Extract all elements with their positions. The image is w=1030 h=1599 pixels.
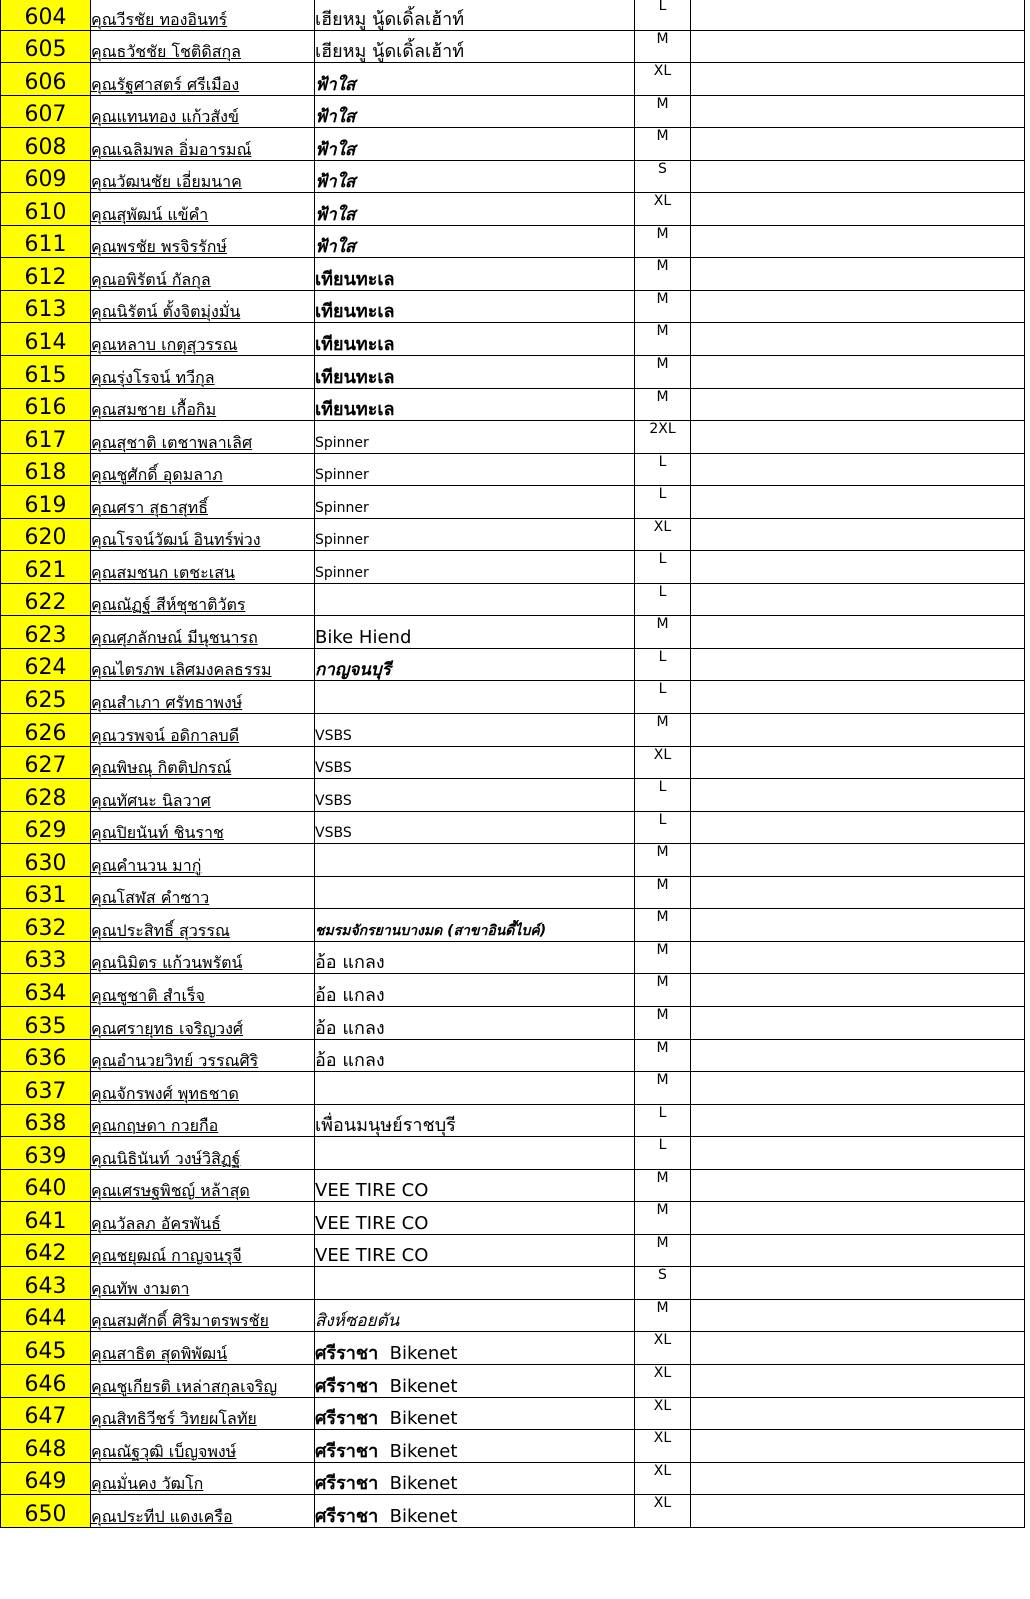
- team-name-rest-part: Bikenet: [378, 1440, 458, 1462]
- empty-cell[interactable]: [691, 583, 1025, 616]
- participant-name-cell[interactable]: คุณคำนวน มากู่: [91, 844, 315, 877]
- table-row: [1, 941, 1025, 974]
- row-number-cell[interactable]: 635: [1, 1006, 91, 1039]
- team-cell[interactable]: VEE TIRE CO: [315, 1202, 635, 1235]
- participant-name-cell[interactable]: คุณณัฐวุฒิ เบ็ญจพงษ์: [91, 1430, 315, 1463]
- participant-name-cell[interactable]: คุณวัฒนชัย เอี่ยมนาค: [91, 160, 315, 193]
- empty-cell[interactable]: [691, 0, 1025, 30]
- participant-name-cell[interactable]: คุณสาธิต สุดพิพัฒน์: [91, 1332, 315, 1365]
- participant-name-cell[interactable]: คุณชูศักดิ์ อุดมลาภ: [91, 453, 315, 486]
- empty-cell[interactable]: [691, 63, 1025, 96]
- empty-cell[interactable]: [691, 1072, 1025, 1105]
- shirt-size-cell[interactable]: XL: [635, 746, 691, 779]
- shirt-size-cell[interactable]: XL: [635, 1332, 691, 1365]
- team-cell[interactable]: อ้อ แกลง: [315, 1039, 635, 1072]
- shirt-size-cell[interactable]: L: [635, 583, 691, 616]
- empty-cell[interactable]: [691, 746, 1025, 779]
- row-number-cell[interactable]: 649: [1, 1462, 91, 1495]
- shirt-size-cell[interactable]: M: [635, 1039, 691, 1072]
- row-number-cell[interactable]: 634: [1, 974, 91, 1007]
- participant-name-cell[interactable]: คุณชูชาติ สำเร็จ: [91, 974, 315, 1007]
- row-number-cell[interactable]: 609: [1, 160, 91, 193]
- team-cell[interactable]: [315, 681, 635, 714]
- shirt-size-cell[interactable]: M: [635, 876, 691, 909]
- table-row: [1, 1104, 1025, 1137]
- shirt-size-cell[interactable]: L: [635, 486, 691, 519]
- participant-name-cell[interactable]: คุณทัศนะ นิลวาศ: [91, 779, 315, 812]
- participant-name-cell[interactable]: คุณศรา สุธาสุทธิ์: [91, 486, 315, 519]
- shirt-size-cell[interactable]: L: [635, 779, 691, 812]
- row-number-cell[interactable]: 627: [1, 746, 91, 779]
- team-name-rest-part: Bikenet: [378, 1342, 458, 1364]
- team-cell[interactable]: [315, 1332, 635, 1365]
- table-row: [1, 1039, 1025, 1072]
- team-cell[interactable]: อ้อ แกลง: [315, 941, 635, 974]
- empty-cell[interactable]: [691, 1202, 1025, 1235]
- table-row: [1, 95, 1025, 128]
- team-cell[interactable]: ฟ้าใส: [315, 160, 635, 193]
- table-row: [1, 323, 1025, 356]
- row-number-cell[interactable]: 619: [1, 486, 91, 519]
- row-number-cell[interactable]: 633: [1, 941, 91, 974]
- table-row: [1, 30, 1025, 63]
- empty-cell[interactable]: [691, 551, 1025, 584]
- participant-name-cell[interactable]: คุณไตรภพ เลิศมงคลธรรม: [91, 648, 315, 681]
- team-cell[interactable]: ฟ้าใส: [315, 193, 635, 226]
- team-cell[interactable]: Spinner: [315, 453, 635, 486]
- team-name-bold-part: ศรีราชา: [315, 1408, 379, 1430]
- team-cell[interactable]: เทียนทะเล: [315, 323, 635, 356]
- empty-cell[interactable]: [691, 160, 1025, 193]
- team-cell[interactable]: Spinner: [315, 551, 635, 584]
- empty-cell[interactable]: [691, 1267, 1025, 1300]
- shirt-size-cell[interactable]: M: [635, 95, 691, 128]
- participant-name-cell[interactable]: คุณสุพัฒน์ แข้คำ: [91, 193, 315, 226]
- table-row: [1, 551, 1025, 584]
- team-cell[interactable]: [315, 1364, 635, 1397]
- team-name-bold-part: ศรีราชา: [315, 1342, 379, 1364]
- empty-cell[interactable]: [691, 453, 1025, 486]
- empty-cell[interactable]: [691, 258, 1025, 291]
- row-number-cell[interactable]: 645: [1, 1332, 91, 1365]
- team-cell[interactable]: VSBS: [315, 811, 635, 844]
- participant-name-cell[interactable]: คุณหลาบ เกตุสุวรรณ: [91, 323, 315, 356]
- team-name-rest-part: Bikenet: [378, 1408, 458, 1430]
- shirt-size-cell[interactable]: M: [635, 714, 691, 747]
- participant-name-cell[interactable]: คุณชูเกียรติ เหล่าสกุลเจริญ: [91, 1364, 315, 1397]
- shirt-size-cell[interactable]: XL: [635, 1495, 691, 1528]
- table-row: [1, 1072, 1025, 1105]
- table-row: [1, 876, 1025, 909]
- table-row: [1, 388, 1025, 421]
- participant-name-cell[interactable]: คุณนิมิตร แก้วนพรัตน์: [91, 941, 315, 974]
- shirt-size-cell[interactable]: M: [635, 1234, 691, 1267]
- shirt-size-cell[interactable]: L: [635, 1137, 691, 1170]
- team-cell[interactable]: [315, 876, 635, 909]
- shirt-size-cell[interactable]: M: [635, 323, 691, 356]
- empty-cell[interactable]: [691, 681, 1025, 714]
- empty-cell[interactable]: [691, 1137, 1025, 1170]
- row-number-cell[interactable]: 615: [1, 356, 91, 389]
- empty-cell[interactable]: [691, 1234, 1025, 1267]
- shirt-size-cell[interactable]: M: [635, 1072, 691, 1105]
- empty-cell[interactable]: [691, 290, 1025, 323]
- team-cell[interactable]: ฟ้าใส: [315, 225, 635, 258]
- team-cell[interactable]: เฮียหมู นู้ดเดิ้ลเฮ้าท์: [315, 30, 635, 63]
- table-row: [1, 1202, 1025, 1235]
- team-cell[interactable]: Spinner: [315, 518, 635, 551]
- row-number-cell[interactable]: 625: [1, 681, 91, 714]
- empty-cell[interactable]: [691, 323, 1025, 356]
- empty-cell[interactable]: [691, 1332, 1025, 1365]
- empty-cell[interactable]: [691, 486, 1025, 519]
- empty-cell[interactable]: [691, 388, 1025, 421]
- participant-name-cell[interactable]: คุณวรพจน์ อดิกาลบดี: [91, 714, 315, 747]
- shirt-size-cell[interactable]: S: [635, 1267, 691, 1300]
- shirt-size-cell[interactable]: L: [635, 681, 691, 714]
- table-row: [1, 1267, 1025, 1300]
- row-number-cell[interactable]: 638: [1, 1104, 91, 1137]
- shirt-size-cell[interactable]: M: [635, 941, 691, 974]
- row-number-cell[interactable]: 618: [1, 453, 91, 486]
- team-cell[interactable]: เทียนทะเล: [315, 388, 635, 421]
- table-row: [1, 128, 1025, 161]
- team-cell[interactable]: VEE TIRE CO: [315, 1169, 635, 1202]
- team-cell[interactable]: VEE TIRE CO: [315, 1234, 635, 1267]
- shirt-size-cell[interactable]: M: [635, 1006, 691, 1039]
- shirt-size-cell[interactable]: M: [635, 909, 691, 942]
- empty-cell[interactable]: [691, 941, 1025, 974]
- row-number-cell[interactable]: 648: [1, 1430, 91, 1463]
- team-cell[interactable]: [315, 1430, 635, 1463]
- shirt-size-cell[interactable]: M: [635, 388, 691, 421]
- participant-name-cell[interactable]: คุณทัพ งามตา: [91, 1267, 315, 1300]
- empty-cell[interactable]: [691, 356, 1025, 389]
- shirt-size-cell[interactable]: M: [635, 844, 691, 877]
- table-row: [1, 1430, 1025, 1463]
- team-cell[interactable]: VSBS: [315, 746, 635, 779]
- table-row: [1, 1462, 1025, 1495]
- team-cell[interactable]: [315, 1072, 635, 1105]
- row-number-cell[interactable]: 641: [1, 1202, 91, 1235]
- table-row: [1, 1006, 1025, 1039]
- row-number-cell[interactable]: 617: [1, 421, 91, 454]
- empty-cell[interactable]: [691, 648, 1025, 681]
- shirt-size-cell[interactable]: L: [635, 453, 691, 486]
- participant-name-cell[interactable]: คุณสิทธิวีชร์ วิทยผโลทัย: [91, 1397, 315, 1430]
- shirt-size-cell[interactable]: L: [635, 1104, 691, 1137]
- table-row: [1, 616, 1025, 649]
- table-row: [1, 160, 1025, 193]
- row-number-cell[interactable]: 621: [1, 551, 91, 584]
- table-body: [1, 0, 1025, 1527]
- row-number-cell[interactable]: 610: [1, 193, 91, 226]
- empty-cell[interactable]: [691, 1169, 1025, 1202]
- empty-cell[interactable]: [691, 616, 1025, 649]
- empty-cell[interactable]: [691, 1299, 1025, 1332]
- participant-name-cell[interactable]: คุณประทีป แดงเครือ: [91, 1495, 315, 1528]
- shirt-size-cell[interactable]: M: [635, 290, 691, 323]
- shirt-size-cell[interactable]: M: [635, 258, 691, 291]
- participant-name-cell[interactable]: คุณพิษณุ กิตติปกรณ์: [91, 746, 315, 779]
- shirt-size-cell[interactable]: M: [635, 616, 691, 649]
- row-number-cell[interactable]: 605: [1, 30, 91, 63]
- empty-cell[interactable]: [691, 1364, 1025, 1397]
- row-number-cell[interactable]: 629: [1, 811, 91, 844]
- shirt-size-cell[interactable]: S: [635, 160, 691, 193]
- table-row: [1, 421, 1025, 454]
- table-row: [1, 1234, 1025, 1267]
- empty-cell[interactable]: [691, 193, 1025, 226]
- participant-name-cell[interactable]: คุณรุ่งโรจน์ ทวีกุล: [91, 356, 315, 389]
- participant-name-cell[interactable]: คุณประสิทธิ์ สุวรรณ: [91, 909, 315, 942]
- table-row: [1, 1332, 1025, 1365]
- row-number-cell[interactable]: 606: [1, 63, 91, 96]
- table-row: [1, 811, 1025, 844]
- team-cell[interactable]: เพื่อนมนุษย์ราชบุรี: [315, 1104, 635, 1137]
- table-row: [1, 648, 1025, 681]
- participant-name-cell[interactable]: คุณเศรษฐพิชญ์ หล้าสุด: [91, 1169, 315, 1202]
- participant-name-cell[interactable]: คุณอำนวยวิทย์ วรรณศิริ: [91, 1039, 315, 1072]
- team-cell[interactable]: [315, 1397, 635, 1430]
- table-row: [1, 844, 1025, 877]
- row-number-cell[interactable]: 622: [1, 583, 91, 616]
- table-row: [1, 518, 1025, 551]
- participant-name-cell[interactable]: คุณโรจน์วัฒน์ อินทร์พ่วง: [91, 518, 315, 551]
- participant-name-cell[interactable]: คุณจักรพงศ์ พุทธชาด: [91, 1072, 315, 1105]
- participant-name-cell[interactable]: คุณปิยนันท์ ชินราช: [91, 811, 315, 844]
- row-number-cell[interactable]: 611: [1, 225, 91, 258]
- table-row: [1, 681, 1025, 714]
- participant-name-cell[interactable]: คุณกฤษดา กวยกือ: [91, 1104, 315, 1137]
- team-cell[interactable]: เฮียหมู นู้ดเดิ้ลเฮ้าท์: [315, 0, 635, 30]
- empty-cell[interactable]: [691, 1104, 1025, 1137]
- table-row: [1, 1495, 1025, 1528]
- row-number-cell[interactable]: 646: [1, 1364, 91, 1397]
- participant-name-cell[interactable]: คุณเฉลิมพล อิ่มอารมณ์: [91, 128, 315, 161]
- table-row: [1, 1137, 1025, 1170]
- row-number-cell[interactable]: 637: [1, 1072, 91, 1105]
- table-row: [1, 63, 1025, 96]
- team-cell[interactable]: [315, 1495, 635, 1528]
- team-name-rest-part: Bikenet: [378, 1473, 458, 1495]
- shirt-size-cell[interactable]: L: [635, 551, 691, 584]
- empty-cell[interactable]: [691, 974, 1025, 1007]
- table-row: [1, 746, 1025, 779]
- shirt-size-cell[interactable]: L: [635, 0, 691, 30]
- shirt-size-cell[interactable]: XL: [635, 518, 691, 551]
- team-cell[interactable]: ฟ้าใส: [315, 95, 635, 128]
- row-number-cell[interactable]: 647: [1, 1397, 91, 1430]
- shirt-size-cell[interactable]: M: [635, 225, 691, 258]
- team-cell[interactable]: [315, 1137, 635, 1170]
- team-cell[interactable]: Spinner: [315, 486, 635, 519]
- participant-name-cell[interactable]: คุณอพิรัตน์ กัลกุล: [91, 258, 315, 291]
- participant-name-cell[interactable]: คุณโสฬส คำซาว: [91, 876, 315, 909]
- table-row: [1, 356, 1025, 389]
- row-number-cell[interactable]: 644: [1, 1299, 91, 1332]
- empty-cell[interactable]: [691, 1397, 1025, 1430]
- team-cell[interactable]: เทียนทะเล: [315, 356, 635, 389]
- row-number-cell[interactable]: 628: [1, 779, 91, 812]
- shirt-size-cell[interactable]: M: [635, 974, 691, 1007]
- row-number-cell[interactable]: 624: [1, 648, 91, 681]
- team-cell[interactable]: [315, 1462, 635, 1495]
- team-name-bold-part: ศรีราชา: [315, 1505, 379, 1527]
- row-number-cell[interactable]: 639: [1, 1137, 91, 1170]
- participant-name-cell[interactable]: คุณแทนทอง แก้วสังข์: [91, 95, 315, 128]
- participant-name-cell[interactable]: คุณรัฐศาสตร์ ศรีเมือง: [91, 63, 315, 96]
- participant-name-cell[interactable]: คุณศรายุทธ เจริญวงศ์: [91, 1006, 315, 1039]
- table-row: [1, 583, 1025, 616]
- row-number-cell[interactable]: 604: [1, 0, 91, 30]
- row-number-cell[interactable]: 650: [1, 1495, 91, 1528]
- empty-cell[interactable]: [691, 95, 1025, 128]
- shirt-size-cell[interactable]: M: [635, 128, 691, 161]
- team-cell[interactable]: Spinner: [315, 421, 635, 454]
- shirt-size-cell[interactable]: XL: [635, 1397, 691, 1430]
- team-cell[interactable]: ฟ้าใส: [315, 128, 635, 161]
- shirt-size-cell[interactable]: M: [635, 30, 691, 63]
- row-number-cell[interactable]: 636: [1, 1039, 91, 1072]
- participant-name-cell[interactable]: คุณสมชาย เกื้อกิม: [91, 388, 315, 421]
- team-cell[interactable]: ชมรมจักรยานบางมด (สาขาอินดี้ไบค์): [315, 909, 635, 942]
- table-row: [1, 1397, 1025, 1430]
- empty-cell[interactable]: [691, 1462, 1025, 1495]
- empty-cell[interactable]: [691, 128, 1025, 161]
- row-number-cell[interactable]: 626: [1, 714, 91, 747]
- participant-name-cell[interactable]: คุณชยุฒณ์ กาญจนรุจี: [91, 1234, 315, 1267]
- row-number-cell[interactable]: 623: [1, 616, 91, 649]
- participant-name-cell[interactable]: คุณสำเภา ศรัทธาพงษ์: [91, 681, 315, 714]
- row-number-cell[interactable]: 640: [1, 1169, 91, 1202]
- row-number-cell[interactable]: 608: [1, 128, 91, 161]
- team-cell[interactable]: กาญจนบุรี: [315, 648, 635, 681]
- team-name-rest-part: Bikenet: [378, 1375, 458, 1397]
- team-cell[interactable]: ฟ้าใส: [315, 63, 635, 96]
- shirt-size-cell[interactable]: M: [635, 1169, 691, 1202]
- participant-name-cell[interactable]: คุณพรชัย พรจิรรักษ์: [91, 225, 315, 258]
- team-cell[interactable]: สิงห์ซอยตัน: [315, 1299, 635, 1332]
- row-number-cell[interactable]: 642: [1, 1234, 91, 1267]
- empty-cell[interactable]: [691, 1430, 1025, 1463]
- participant-name-cell[interactable]: คุณสมชนก เตชะเสน: [91, 551, 315, 584]
- table-row: [1, 974, 1025, 1007]
- table-row: [1, 909, 1025, 942]
- row-number-cell[interactable]: 616: [1, 388, 91, 421]
- row-number-cell[interactable]: 613: [1, 290, 91, 323]
- team-name-rest-part: Bikenet: [378, 1505, 458, 1527]
- table-row: [1, 1299, 1025, 1332]
- table-row: [1, 714, 1025, 747]
- table-row: [1, 1169, 1025, 1202]
- row-number-cell[interactable]: 620: [1, 518, 91, 551]
- shirt-size-cell[interactable]: XL: [635, 1430, 691, 1463]
- shirt-size-cell[interactable]: 2XL: [635, 421, 691, 454]
- empty-cell[interactable]: [691, 1006, 1025, 1039]
- empty-cell[interactable]: [691, 714, 1025, 747]
- participant-name-cell[interactable]: คุณนิธินันท์ วงษ์วิสิฏฐ์: [91, 1137, 315, 1170]
- shirt-size-cell[interactable]: XL: [635, 193, 691, 226]
- shirt-size-cell[interactable]: XL: [635, 1364, 691, 1397]
- shirt-size-cell[interactable]: M: [635, 1202, 691, 1235]
- participant-name-cell[interactable]: คุณวีรชัย ทองอินทร์: [91, 0, 315, 30]
- table-row: [1, 290, 1025, 323]
- empty-cell[interactable]: [691, 30, 1025, 63]
- team-cell[interactable]: [315, 844, 635, 877]
- team-cell[interactable]: Bike Hiend: [315, 616, 635, 649]
- team-cell[interactable]: เทียนทะเล: [315, 258, 635, 291]
- participant-name-cell[interactable]: คุณธวัชชัย โชติดิสกุล: [91, 30, 315, 63]
- shirt-size-cell[interactable]: XL: [635, 63, 691, 96]
- shirt-size-cell[interactable]: L: [635, 648, 691, 681]
- team-name-bold-part: ศรีราชา: [315, 1375, 379, 1397]
- table-row: [1, 779, 1025, 812]
- row-number-cell[interactable]: 607: [1, 95, 91, 128]
- empty-cell[interactable]: [691, 1039, 1025, 1072]
- row-number-cell[interactable]: 632: [1, 909, 91, 942]
- table-row: [1, 486, 1025, 519]
- table-row: [1, 225, 1025, 258]
- shirt-size-cell[interactable]: XL: [635, 1462, 691, 1495]
- row-number-cell[interactable]: 614: [1, 323, 91, 356]
- table-row: [1, 193, 1025, 226]
- team-name-bold-part: ศรีราชา: [315, 1440, 379, 1462]
- participant-name-cell[interactable]: คุณณัฏฐ์ สีห์ชุชาติวัตร: [91, 583, 315, 616]
- participant-name-cell[interactable]: คุณสุชาติ เตชาพลาเลิศ: [91, 421, 315, 454]
- participant-name-cell[interactable]: คุณมั่นคง วัฒโก: [91, 1462, 315, 1495]
- team-name-bold-part: ศรีราชา: [315, 1473, 379, 1495]
- team-cell[interactable]: VSBS: [315, 779, 635, 812]
- shirt-size-cell[interactable]: L: [635, 811, 691, 844]
- team-cell[interactable]: อ้อ แกลง: [315, 1006, 635, 1039]
- empty-cell[interactable]: [691, 909, 1025, 942]
- empty-cell[interactable]: [691, 811, 1025, 844]
- empty-cell[interactable]: [691, 844, 1025, 877]
- team-cell[interactable]: [315, 583, 635, 616]
- participant-name-cell[interactable]: คุณศุภลักษณ์ มีนุชนารถ: [91, 616, 315, 649]
- empty-cell[interactable]: [691, 225, 1025, 258]
- empty-cell[interactable]: [691, 518, 1025, 551]
- row-number-cell[interactable]: 643: [1, 1267, 91, 1300]
- team-cell[interactable]: [315, 1267, 635, 1300]
- row-number-cell[interactable]: 630: [1, 844, 91, 877]
- shirt-size-cell[interactable]: M: [635, 1299, 691, 1332]
- participant-name-cell[interactable]: คุณสมศักดิ์ ศิริมาตรพรชัย: [91, 1299, 315, 1332]
- empty-cell[interactable]: [691, 421, 1025, 454]
- participant-name-cell[interactable]: คุณวัลลภ อัครพันธ์: [91, 1202, 315, 1235]
- row-number-cell[interactable]: 631: [1, 876, 91, 909]
- shirt-size-cell[interactable]: M: [635, 356, 691, 389]
- table-row: [1, 453, 1025, 486]
- participant-name-cell[interactable]: คุณนิรัตน์ ตั้งจิตมุ่งมั่น: [91, 290, 315, 323]
- team-cell[interactable]: อ้อ แกลง: [315, 974, 635, 1007]
- team-cell[interactable]: เทียนทะเล: [315, 290, 635, 323]
- empty-cell[interactable]: [691, 876, 1025, 909]
- empty-cell[interactable]: [691, 779, 1025, 812]
- table-row: [1, 258, 1025, 291]
- row-number-cell[interactable]: 612: [1, 258, 91, 291]
- table-row: [1, 1364, 1025, 1397]
- table-row: [1, 0, 1025, 30]
- empty-cell[interactable]: [691, 1495, 1025, 1528]
- team-cell[interactable]: VSBS: [315, 714, 635, 747]
